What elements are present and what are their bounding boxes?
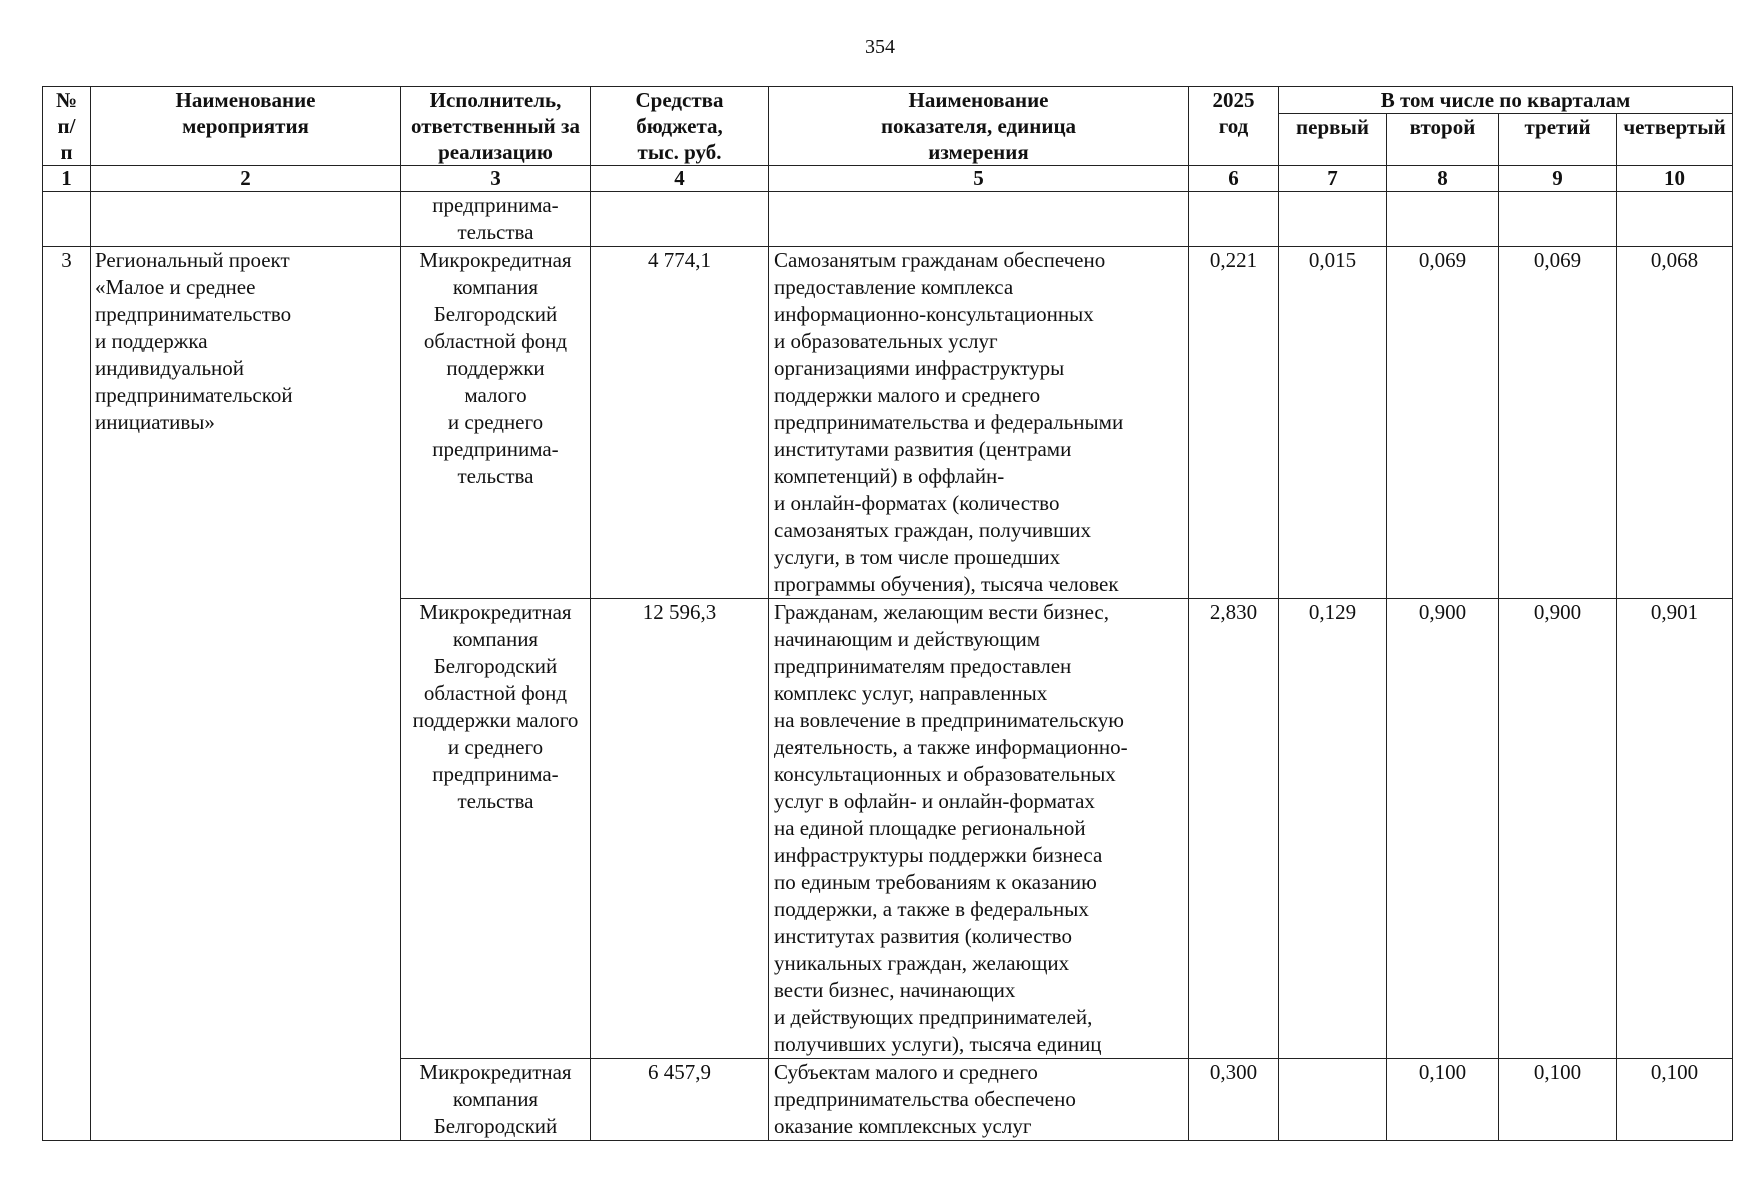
indicator-cell: Гражданам, желающим вести бизнес, начинающим и действующим предпринимателям предоставлен комплекс услуг, направленных на вовлечение в предпринимательскую деятельность, а также информационно- консультационных и образовательных услуг в офлайн- и онлайн-форматах на единой площадке региональной инфраструктуры поддержки бизнеса по единым требованиям к оказанию поддержки, а также в федеральных институтах развития (количество уникальных граждан, желающих вести бизнес, начинающих и действующих предпринимателей, получивших услуги), тысяча единиц <box>769 599 1189 1059</box>
row-number: 3 <box>43 247 91 1141</box>
q1-value: 0,129 <box>1279 599 1387 1059</box>
header-quarters-group: В том числе по кварталам <box>1279 87 1733 114</box>
header-q3: третий <box>1499 114 1617 166</box>
q3-value: 0,100 <box>1499 1059 1617 1141</box>
year-value: 2,830 <box>1189 599 1279 1059</box>
indicator-cell: Самозанятым гражданам обеспечено предоставление комплекса информационно-консультационных и образовательных услуг организациями инфраструктуры поддержки малого и среднего предпринимательства и федеральными институтами развития (центрами компетенций) в оффлайн- и онлайн-форматах (количество самозанятых граждан, получивших услуги, в том числе прошедших программы обучения), тысяча человек <box>769 247 1189 599</box>
column-number: 3 <box>401 166 591 192</box>
header-executor: Исполнитель, ответственный за реализацию <box>401 87 591 166</box>
cell-empty <box>769 192 1189 247</box>
cell-empty <box>1189 192 1279 247</box>
q4-value: 0,901 <box>1617 599 1733 1059</box>
column-numbers-row <box>43 166 1733 192</box>
header-year: 2025 год <box>1189 87 1279 166</box>
indicator-cell: Субъектам малого и среднего предпринимательства обеспечено оказание комплексных услуг <box>769 1059 1189 1141</box>
budget-cell: 4 774,1 <box>591 247 769 599</box>
column-number: 10 <box>1617 166 1733 192</box>
executor-cell: Микрокредитная компания Белгородский областной фонд поддержки малого и среднего предпринима- тельства <box>401 247 591 599</box>
column-number: 7 <box>1279 166 1387 192</box>
header-q4: четвертый <box>1617 114 1733 166</box>
header-budget: Средства бюджета, тыс. руб. <box>591 87 769 166</box>
column-number: 4 <box>591 166 769 192</box>
column-number: 2 <box>91 166 401 192</box>
budget-cell: 12 596,3 <box>591 599 769 1059</box>
column-number: 5 <box>769 166 1189 192</box>
column-number: 8 <box>1387 166 1499 192</box>
column-number: 6 <box>1189 166 1279 192</box>
q4-value: 0,068 <box>1617 247 1733 599</box>
continuation-row <box>43 192 1733 247</box>
header-row-1 <box>43 87 1733 114</box>
cell-empty <box>1279 192 1387 247</box>
measures-table <box>42 86 1733 1141</box>
cell-empty <box>1499 192 1617 247</box>
table-row <box>43 247 1733 599</box>
q2-value: 0,069 <box>1387 247 1499 599</box>
header-q1: первый <box>1279 114 1387 166</box>
page-number: 354 <box>865 36 895 58</box>
q3-value: 0,069 <box>1499 247 1617 599</box>
column-number: 9 <box>1499 166 1617 192</box>
executor-cell: Микрокредитная компания Белгородский областной фонд поддержки малого и среднего предпринима- тельства <box>401 599 591 1059</box>
year-value: 0,221 <box>1189 247 1279 599</box>
cell-empty <box>1387 192 1499 247</box>
executor-cell: предпринима- тельства <box>401 192 591 247</box>
header-event: Наименование мероприятия <box>91 87 401 166</box>
q4-value: 0,100 <box>1617 1059 1733 1141</box>
executor-cell: Микрокредитная компания Белгородский <box>401 1059 591 1141</box>
q2-value: 0,100 <box>1387 1059 1499 1141</box>
year-value: 0,300 <box>1189 1059 1279 1141</box>
column-number: 1 <box>43 166 91 192</box>
header-q2: второй <box>1387 114 1499 166</box>
q3-value: 0,900 <box>1499 599 1617 1059</box>
cell-empty <box>91 192 401 247</box>
q2-value: 0,900 <box>1387 599 1499 1059</box>
header-indicator: Наименование показателя, единица измерения <box>769 87 1189 166</box>
event-name: Региональный проект «Малое и среднее предпринимательство и поддержка индивидуальной предпринимательской инициативы» <box>91 247 401 1141</box>
cell-empty <box>591 192 769 247</box>
header-no: № п/п <box>43 87 91 166</box>
q1-value: 0,015 <box>1279 247 1387 599</box>
cell-empty <box>1617 192 1733 247</box>
budget-cell: 6 457,9 <box>591 1059 769 1141</box>
cell-empty <box>43 192 91 247</box>
q1-value <box>1279 1059 1387 1141</box>
